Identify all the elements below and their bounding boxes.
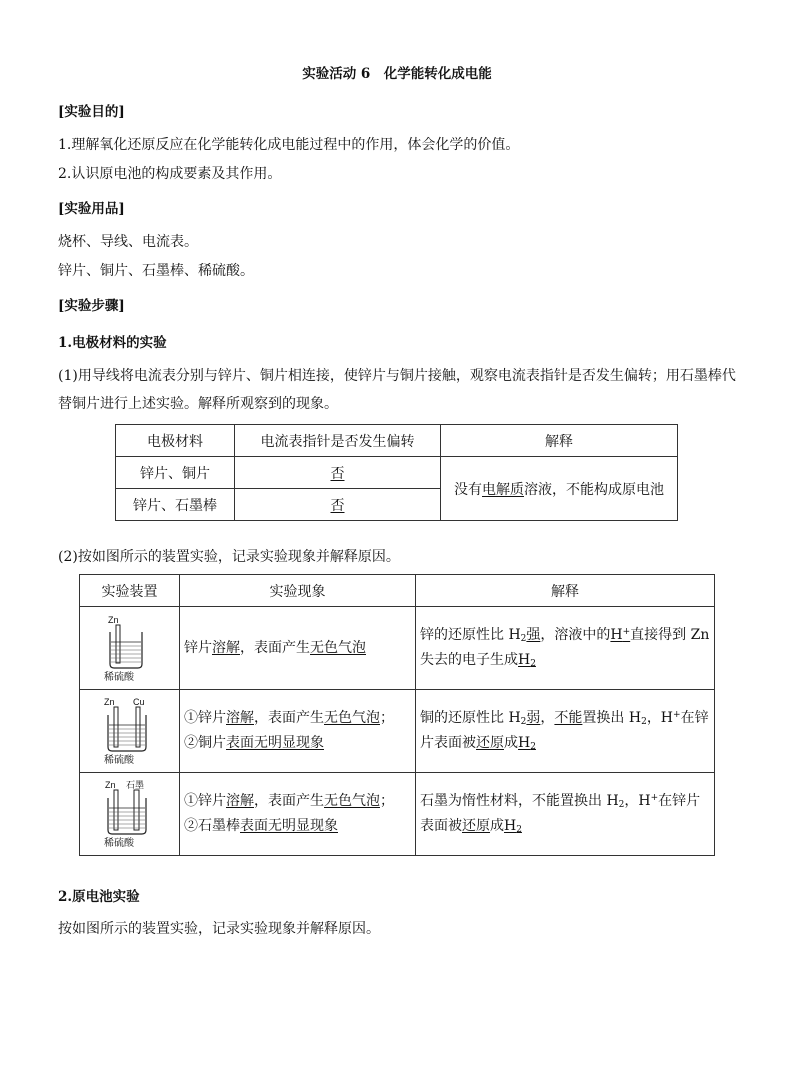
table-row	[80, 690, 715, 773]
text: 没有	[454, 481, 482, 498]
step2-intro: 按如图所示的装置实验，记录实验现象并解释原因。	[58, 921, 380, 937]
text: 溶液，不能构成原电池	[524, 481, 664, 498]
text: 锌片	[184, 639, 212, 656]
label-zn: Zn	[103, 697, 115, 707]
table2-header-phenomenon: 实验现象	[180, 575, 416, 607]
apparatus-zn-cu-cell	[80, 690, 180, 773]
superscript: +	[673, 710, 681, 720]
superscript: +	[650, 793, 659, 803]
text: 在锌片表面被	[420, 793, 701, 834]
text: H	[504, 818, 517, 834]
answer-text	[610, 627, 630, 643]
answer-text: 不能	[554, 710, 583, 726]
superscript: +	[622, 627, 631, 637]
steps-heading: [实验步骤]	[58, 298, 125, 314]
supplies-item-2: 锌片、铜片、石墨棒、稀硫酸。	[58, 263, 254, 279]
text: 成	[504, 735, 518, 751]
label-acid: 稀硫酸	[103, 755, 134, 766]
text: ，表面产生	[240, 639, 310, 656]
beaker-zn-cu-diagram	[100, 695, 160, 767]
table1-header-material: 电极材料	[116, 425, 235, 457]
answer-text	[504, 818, 522, 834]
apparatus-table	[79, 574, 715, 856]
text: 石墨为惰性材料，不能置换出 H	[420, 793, 619, 809]
step1-2-intro: (2)按如图所示的装置实验，记录实验现象并解释原因。	[58, 549, 400, 565]
text: H	[610, 627, 623, 643]
table1-cell-material: 锌片、铜片	[116, 457, 235, 489]
answer-text: 无色气泡	[324, 793, 380, 809]
text: 直接得到 Zn 失去的电子生成	[420, 627, 710, 668]
table1-cell-deflect	[235, 457, 441, 489]
label-acid: 稀硫酸	[103, 838, 134, 849]
label-cu: Cu	[132, 697, 145, 707]
table1-header-explain: 解释	[441, 425, 678, 457]
answer-text: 溶解	[226, 793, 254, 809]
subscript: 2	[530, 659, 536, 669]
purpose-item-1: 1.理解氧化还原反应在化学能转化成电能过程中的作用，体会化学的价值。	[58, 137, 520, 153]
apparatus-zn-cell	[80, 607, 180, 690]
answer-text: 还原	[476, 735, 504, 751]
text: 锌的还原性比 H	[420, 627, 521, 643]
answer-text: 否	[330, 465, 345, 482]
answer-text	[518, 735, 536, 751]
beaker-zn-diagram	[100, 612, 160, 684]
table-row	[80, 773, 715, 856]
purpose-heading: [实验目的]	[58, 104, 125, 120]
row2-explanation	[416, 690, 715, 773]
answer-text: 无色气泡	[310, 639, 366, 656]
label-zn: Zn	[104, 780, 116, 790]
table2-header-apparatus: 实验装置	[80, 575, 180, 607]
answer-text: 电解质	[482, 481, 524, 498]
zn-electrode	[116, 625, 120, 663]
table1-cell-deflect	[235, 489, 441, 521]
beaker-zn-graphite-diagram	[100, 778, 160, 850]
subscript: 2	[520, 634, 527, 644]
table-row	[116, 457, 678, 489]
text: ①锌片	[184, 793, 226, 809]
table2-header-explain: 解释	[416, 575, 715, 607]
text: H	[518, 652, 531, 668]
answer-text	[518, 652, 536, 668]
answer-text: 弱	[526, 710, 541, 726]
row1-phenomenon	[180, 607, 416, 690]
text: 在锌片表面被	[420, 710, 709, 751]
subscript: 2	[516, 825, 522, 835]
answer-text: 溶解	[212, 639, 240, 656]
label-zn: Zn	[107, 615, 119, 625]
answer-text: 无色气泡	[324, 710, 380, 726]
table1-header-deflect: 电流表指针是否发生偏转	[235, 425, 441, 457]
text: ，溶液中的	[540, 627, 611, 643]
text: 置换出 H	[582, 710, 642, 726]
text: ，	[540, 710, 555, 726]
text: ，H	[624, 793, 651, 809]
table1-cell-material: 锌片、石墨棒	[116, 489, 235, 521]
answer-text: 表面无明显现象	[226, 735, 324, 751]
table1-cell-explain	[441, 457, 678, 521]
subscript: 2	[641, 717, 647, 727]
text: ①锌片	[184, 710, 226, 726]
text: ，H	[646, 710, 674, 726]
supplies-heading: [实验用品]	[58, 201, 125, 217]
text: ，表面产生	[254, 793, 324, 809]
text: 成	[490, 818, 504, 834]
answer-text: 强	[526, 627, 541, 643]
answer-text: 还原	[462, 818, 490, 834]
supplies-item-1: 烧杯、导线、电流表。	[58, 234, 198, 250]
apparatus-zn-graphite-cell	[80, 773, 180, 856]
row3-phenomenon	[180, 773, 416, 856]
purpose-item-2: 2.认识原电池的构成要素及其作用。	[58, 166, 282, 182]
subscript: 2	[530, 742, 536, 752]
answer-text: 否	[330, 497, 345, 514]
row1-explanation	[416, 607, 715, 690]
subscript: 2	[618, 800, 625, 810]
text: ②石墨棒	[184, 818, 240, 834]
subscript: 2	[520, 717, 527, 727]
electrode-table	[115, 424, 678, 521]
text: ②铜片	[184, 735, 226, 751]
label-acid: 稀硫酸	[103, 672, 134, 683]
answer-text: 表面无明显现象	[240, 818, 338, 834]
step1-heading: 1.电极材料的实验	[58, 335, 167, 351]
table-row	[80, 607, 715, 690]
step2-heading: 2.原电池实验	[58, 889, 140, 905]
row3-explanation	[416, 773, 715, 856]
row2-phenomenon	[180, 690, 416, 773]
text: ；	[380, 793, 394, 809]
label-graphite: 石墨	[125, 781, 144, 791]
step1-intro: (1)用导线将电流表分别与锌片、铜片相连接，使锌片与铜片接触，观察电流表指针是否发生偏转；用石墨棒代替铜片进行上述实验。解释所观察到的现象。	[58, 368, 736, 412]
text: 铜的还原性比 H	[420, 710, 521, 726]
page-title: 实验活动 6 化学能转化成电能	[302, 66, 492, 82]
answer-text: 溶解	[226, 710, 254, 726]
text: ，表面产生	[254, 710, 324, 726]
text: H	[518, 735, 531, 751]
text: ；	[380, 710, 394, 726]
